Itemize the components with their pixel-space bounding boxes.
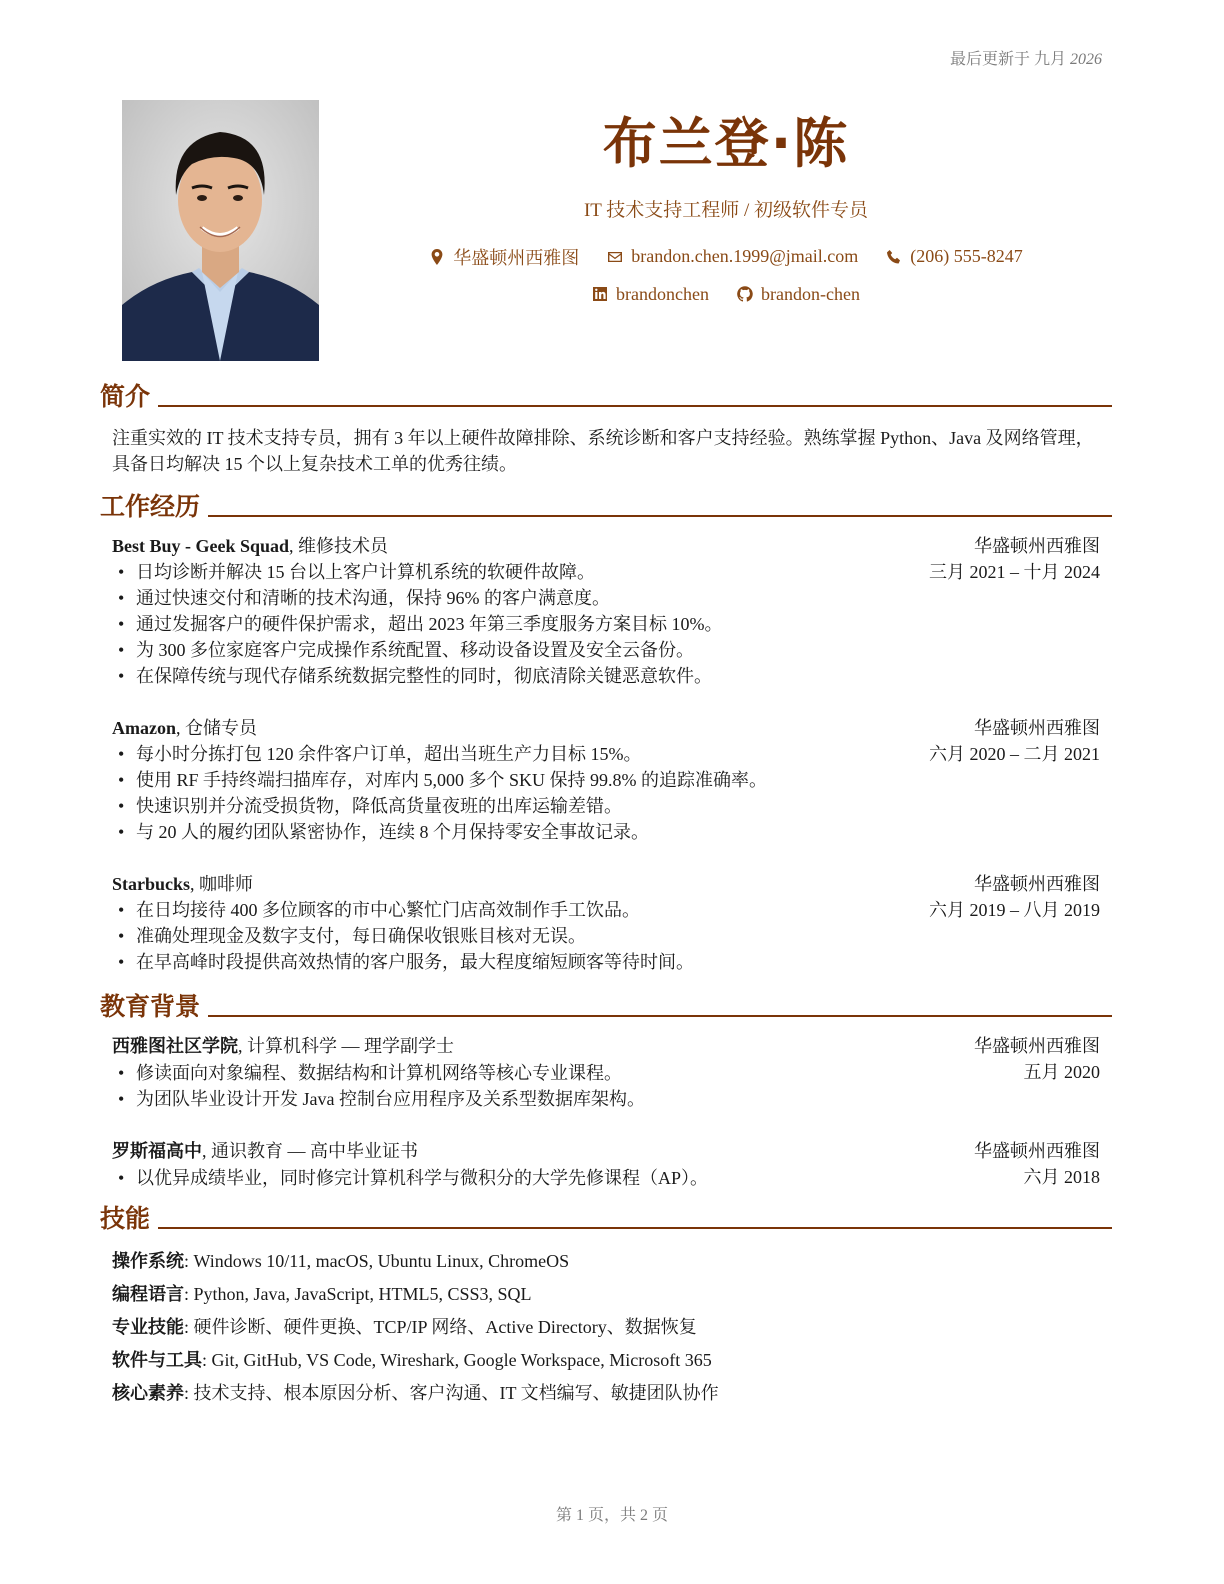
last-updated-year: 2026: [1070, 51, 1102, 68]
skills-row-os: [112, 1245, 1100, 1278]
entry-role: , 维修技术员: [289, 536, 389, 556]
section-divider: [208, 515, 1112, 517]
entry-heading: [112, 1138, 954, 1165]
skills-row-core: [112, 1377, 1100, 1410]
resume-header: [330, 112, 1122, 319]
summary-section: [100, 384, 1112, 477]
contact-github[interactable]: [737, 284, 860, 305]
entry-meta: [929, 871, 1100, 975]
contact-phone-text[interactable]: (206) 555-8247: [910, 246, 1023, 267]
skills-row-languages: [112, 1278, 1100, 1311]
location-pin-icon: [429, 249, 445, 265]
list-item: • 准确处理现金及数字支付，每日确保收银账目核对无误。: [112, 923, 909, 949]
entry-heading: [112, 1033, 954, 1060]
entry-role: , 计算机科学 — 理学副学士: [238, 1036, 454, 1056]
skills-label: 专业技能: [112, 1317, 184, 1338]
section-divider: [158, 1227, 1112, 1229]
list-item: • 在早高峰时段提供高效热情的客户服务，最大程度缩短顾客等待时间。: [112, 949, 909, 975]
list-item: • 以优异成绩毕业，同时修完计算机科学与微积分的大学先修课程（AP）。: [112, 1165, 954, 1191]
entry-dates: 六月 2019 – 八月 2019: [929, 900, 1100, 920]
list-item: • 通过快速交付和清晰的技术沟通，保持 96% 的客户满意度。: [112, 585, 909, 611]
skills-value: : Git, GitHub, VS Code, Wireshark, Google Workspace, Microsoft 365: [202, 1350, 712, 1370]
entry-dates: 三月 2021 – 十月 2024: [929, 562, 1100, 582]
education-section: [100, 994, 1112, 1191]
entry-org: Best Buy - Geek Squad: [112, 536, 290, 556]
entry-heading: [112, 715, 909, 741]
contact-row-1: [330, 244, 1122, 270]
experience-heading: [100, 494, 1112, 519]
skills-section: [100, 1206, 1112, 1410]
contact-email-text[interactable]: brandon.chen.1999@jmail.com: [631, 246, 859, 267]
summary-title: 简介: [100, 382, 151, 411]
list-item: • 在日均接待 400 多位顾客的市中心繁忙门店高效制作手工饮品。: [112, 897, 909, 923]
entry-role: , 通识教育 — 高中毕业证书: [202, 1141, 418, 1161]
entry-role: , 咖啡师: [190, 874, 254, 894]
skills-heading: [100, 1206, 1112, 1231]
list-item: • 为团队毕业设计开发 Java 控制台应用程序及关系型数据库架构。: [112, 1086, 954, 1112]
last-updated-label: 最后更新于 九月: [949, 51, 1066, 68]
skills-label: 软件与工具: [112, 1350, 202, 1371]
entry-org: Amazon: [112, 718, 176, 738]
experience-title: 工作经历: [100, 492, 201, 521]
contact-location: [429, 244, 579, 270]
entry-heading: [112, 533, 909, 559]
entry-org: Starbucks: [112, 874, 191, 894]
skills-label: 操作系统: [112, 1251, 184, 1272]
entry-dates: 五月 2020: [1023, 1062, 1100, 1082]
education-list: [100, 1033, 1112, 1191]
contact-location-text: 华盛顿州西雅图: [453, 247, 580, 268]
entry-meta: [974, 1138, 1100, 1191]
entry-location: 华盛顿州西雅图: [974, 874, 1100, 894]
experience-entry-bestbuy: [112, 533, 1100, 689]
education-title: 教育背景: [100, 992, 201, 1021]
contact-linkedin[interactable]: [592, 284, 709, 305]
entry-dates: 六月 2018: [1023, 1167, 1100, 1187]
skills-title: 技能: [100, 1204, 151, 1233]
github-icon: [737, 286, 753, 302]
skills-value: : Windows 10/11, macOS, Ubuntu Linux, ChromeOS: [184, 1251, 570, 1271]
skills-list: [100, 1245, 1112, 1410]
envelope-icon: [607, 249, 623, 265]
list-item: • 与 20 人的履约团队紧密协作，连续 8 个月保持零安全事故记录。: [112, 819, 909, 845]
list-item: • 日均诊断并解决 15 台以上客户计算机系统的软硬件故障。: [112, 559, 909, 585]
profile-photo: [122, 100, 319, 361]
entry-role: , 仓储专员: [176, 718, 257, 738]
list-item: • 每小时分拣打包 120 余件客户订单，超出当班生产力目标 15%。: [112, 741, 909, 767]
skills-row-tools: [112, 1344, 1100, 1377]
candidate-name: 布兰登·陈: [602, 112, 850, 175]
section-divider: [208, 1015, 1112, 1017]
contact-github-text[interactable]: brandon-chen: [761, 283, 860, 304]
summary-text: 注重实效的 IT 技术支持专员，拥有 3 年以上硬件故障排除、系统诊断和客户支持经验。熟练掌握 Python、Java 及网络管理，具备日均解决 15 个以上复杂技术工单的优秀往绩。: [112, 428, 1094, 474]
list-item: • 修读面向对象编程、数据结构和计算机网络等核心专业课程。: [112, 1060, 954, 1086]
experience-entry-starbucks: [112, 871, 1100, 975]
entry-meta: [929, 533, 1100, 689]
page-number: 第 1 页，共 2 页: [555, 1507, 668, 1524]
entry-bullets: [112, 1165, 954, 1191]
entry-bullets: [112, 559, 909, 689]
entry-bullets: [112, 741, 909, 845]
section-divider: [158, 405, 1112, 407]
entry-org: 罗斯福高中: [112, 1141, 202, 1162]
entry-dates: 六月 2020 – 二月 2021: [929, 744, 1100, 764]
skills-row-technical: [112, 1311, 1100, 1344]
contact-row-2: [330, 284, 1122, 305]
skills-value: : 硬件诊断、硬件更换、TCP/IP 网络、Active Directory、数据恢复: [184, 1317, 697, 1337]
skills-value: : Python, Java, JavaScript, HTML5, CSS3, SQL: [184, 1284, 532, 1304]
job-title: IT 技术支持工程师 / 初级软件专员: [583, 199, 869, 221]
contact-phone[interactable]: [886, 244, 1022, 270]
education-entry-highschool: [112, 1138, 1100, 1191]
skills-value: : 技术支持、根本原因分析、客户沟通、IT 文档编写、敏捷团队协作: [184, 1383, 719, 1403]
entry-org: 西雅图社区学院: [112, 1036, 238, 1057]
skills-label: 核心素养: [112, 1383, 184, 1404]
experience-entry-amazon: [112, 715, 1100, 845]
last-updated: [950, 46, 1102, 69]
entry-location: 华盛顿州西雅图: [974, 1036, 1100, 1056]
entry-meta: [974, 1033, 1100, 1112]
education-entry-college: [112, 1033, 1100, 1112]
contact-linkedin-text[interactable]: brandonchen: [616, 283, 709, 304]
phone-icon: [886, 249, 902, 265]
entry-location: 华盛顿州西雅图: [974, 536, 1100, 556]
list-item: • 在保障传统与现代存储系统数据完整性的同时，彻底清除关键恶意软件。: [112, 663, 909, 689]
list-item: • 使用 RF 手持终端扫描库存，对库内 5,000 多个 SKU 保持 99.8% 的追踪准确率。: [112, 767, 909, 793]
entry-heading: [112, 871, 909, 897]
experience-section: [100, 494, 1112, 975]
contact-email[interactable]: [607, 244, 858, 270]
entry-bullets: [112, 897, 909, 975]
linkedin-icon: [592, 286, 608, 302]
skills-label: 编程语言: [112, 1284, 184, 1305]
list-item: • 为 300 多位家庭客户完成操作系统配置、移动设备设置及安全云备份。: [112, 637, 909, 663]
entry-meta: [929, 715, 1100, 845]
entry-location: 华盛顿州西雅图: [974, 1141, 1100, 1161]
list-item: • 快速识别并分流受损货物，降低高货量夜班的出库运输差错。: [112, 793, 909, 819]
contact-info: [330, 244, 1122, 305]
summary-heading: [100, 384, 1112, 409]
entry-location: 华盛顿州西雅图: [974, 718, 1100, 738]
list-item: • 通过发掘客户的硬件保护需求，超出 2023 年第三季度服务方案目标 10%。: [112, 611, 909, 637]
experience-list: [100, 533, 1112, 975]
education-heading: [100, 994, 1112, 1019]
entry-bullets: [112, 1060, 954, 1112]
